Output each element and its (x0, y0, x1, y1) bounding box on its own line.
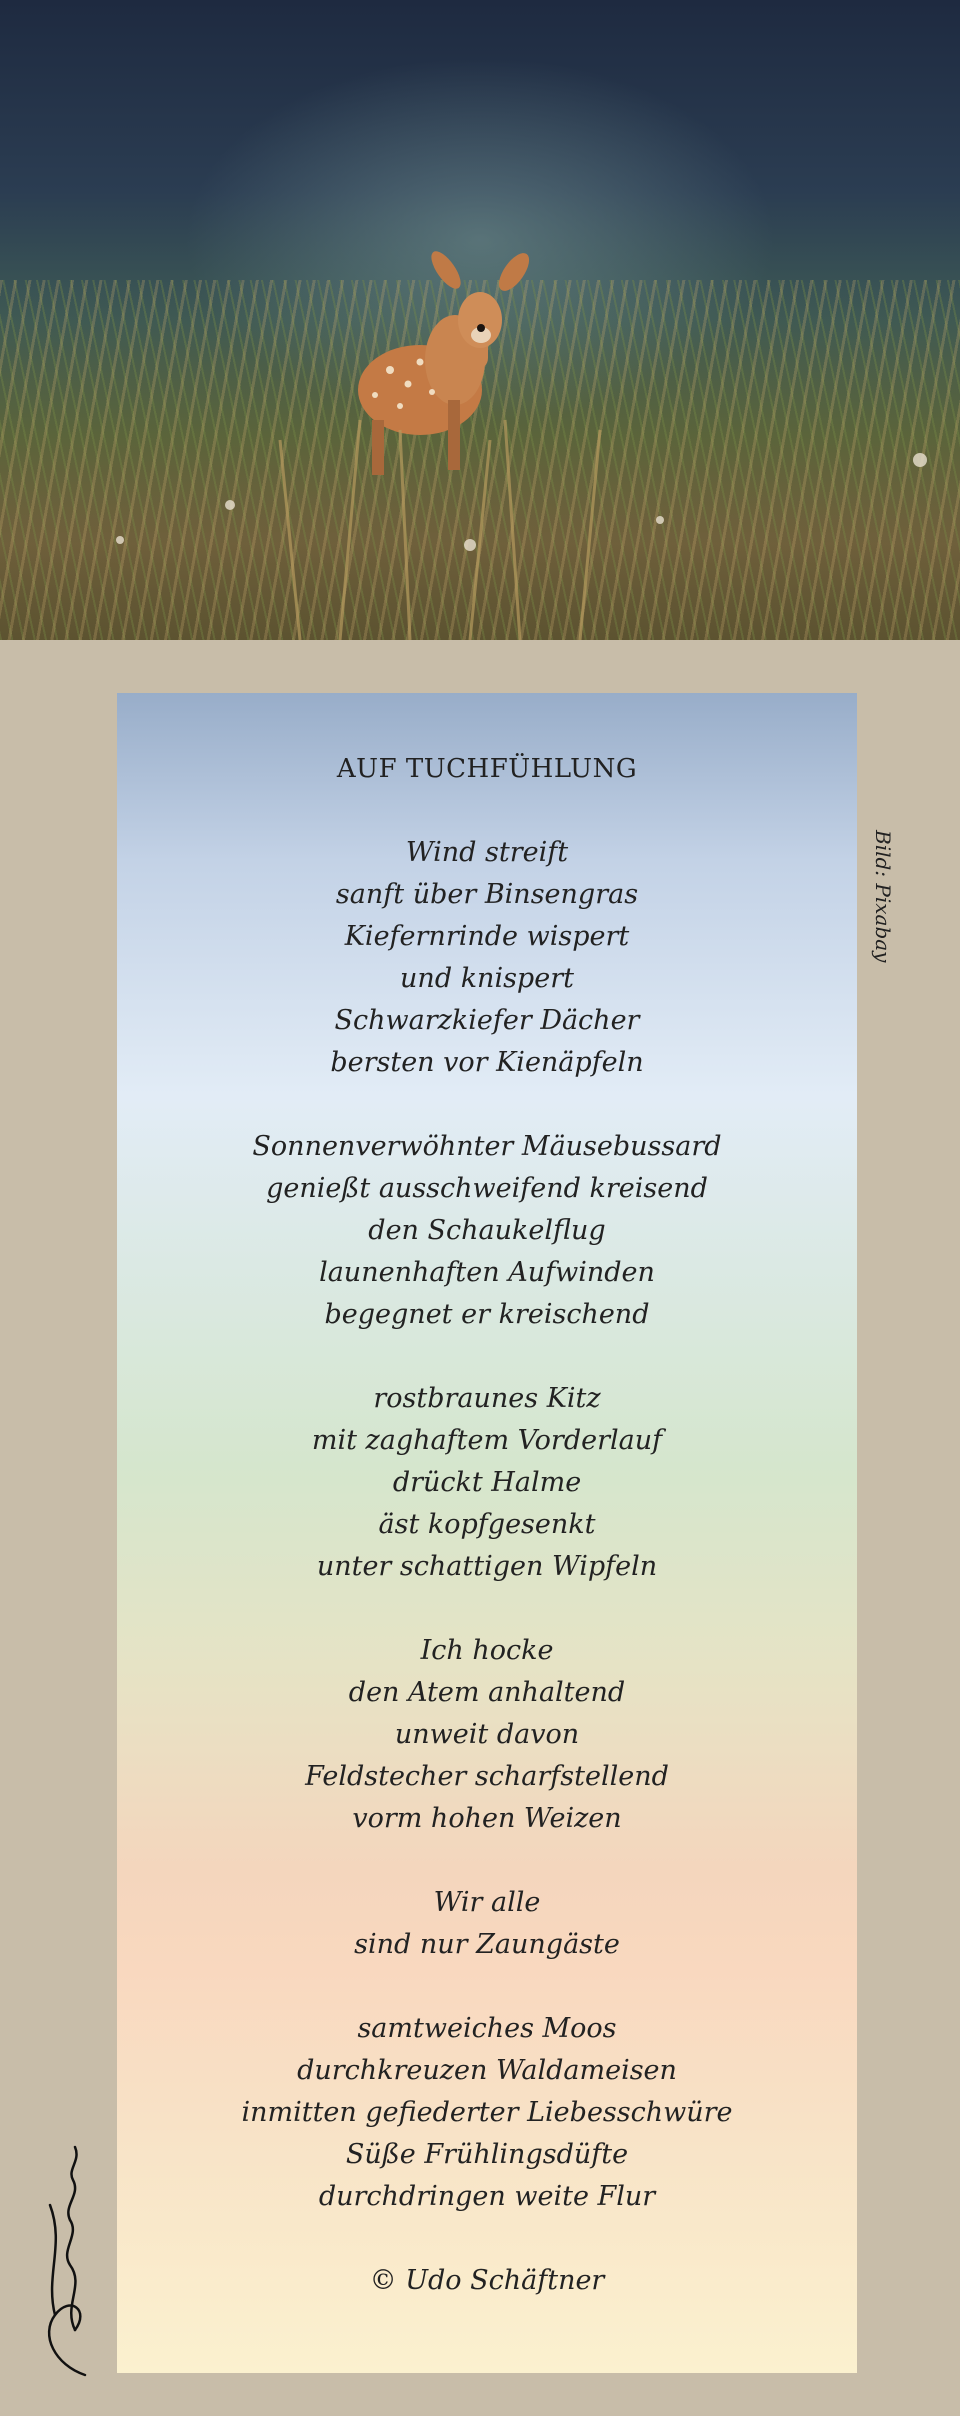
poem-line: durchdringen weite Flur (318, 2181, 656, 2212)
poem-line: rostbraunes Kitz (373, 1383, 601, 1414)
poem-panel (117, 693, 857, 2373)
poem-line: genießt ausschweifend kreisend (266, 1173, 708, 1204)
poem (117, 748, 857, 2302)
poem-line: begegnet er kreischend (324, 1299, 650, 1330)
poem-line: Kiefernrinde wispert (344, 921, 630, 952)
photo-credit: Bild: Pixabay (871, 830, 895, 963)
poem-line: Schwarzkiefer Dächer (334, 1005, 640, 1036)
poem-line: unter schattigen Wipfeln (316, 1551, 658, 1582)
poem-line: Wir alle (433, 1887, 541, 1918)
poem-line: Sonnenverwöhnter Mäusebussard (252, 1131, 722, 1162)
poem-line: vorm hohen Weizen (352, 1803, 622, 1834)
poem-line: äst kopfgesenkt (378, 1509, 596, 1540)
poem-line: den Schaukelflug (368, 1215, 606, 1246)
stanza-2 (117, 1126, 857, 1336)
poem-title: AUF TUCHFÜHLUNG (336, 754, 638, 784)
poem-line: Feldstecher scharfstellend (305, 1761, 669, 1792)
poem-line: launenhaften Aufwinden (319, 1257, 655, 1288)
poem-line: Wind streift (405, 837, 569, 868)
poem-line: den Atem anhaltend (348, 1677, 626, 1708)
stanza-6 (117, 2008, 857, 2218)
poem-line: und knispert (400, 963, 574, 994)
stanza-5 (117, 1882, 857, 1966)
author-block (117, 2260, 857, 2302)
poem-line: sanft über Binsengras (335, 879, 639, 910)
header-photo (0, 0, 960, 640)
stanza-4 (117, 1630, 857, 1840)
author-credit: © Udo Schäftner (369, 2265, 605, 2296)
poem-line: bersten vor Kienäpfeln (330, 1047, 644, 1078)
stanza-3 (117, 1378, 857, 1588)
fawn-illustration (0, 0, 960, 640)
poem-line: inmitten gefiederter Liebesschwüre (241, 2097, 733, 2128)
signature-logo (15, 2125, 105, 2380)
poem-line: unweit davon (394, 1719, 580, 1750)
poem-line: Süße Frühlingsdüfte (345, 2139, 629, 2170)
poem-line: durchkreuzen Waldameisen (297, 2055, 677, 2086)
poem-line: samtweiches Moos (357, 2013, 617, 2044)
poem-line: Ich hocke (420, 1635, 554, 1666)
poem-line: drückt Halme (392, 1467, 582, 1498)
poem-line: mit zaghaftem Vorderlauf (311, 1425, 663, 1456)
poem-line: sind nur Zaungäste (354, 1929, 620, 1960)
stanza-1 (117, 832, 857, 1084)
